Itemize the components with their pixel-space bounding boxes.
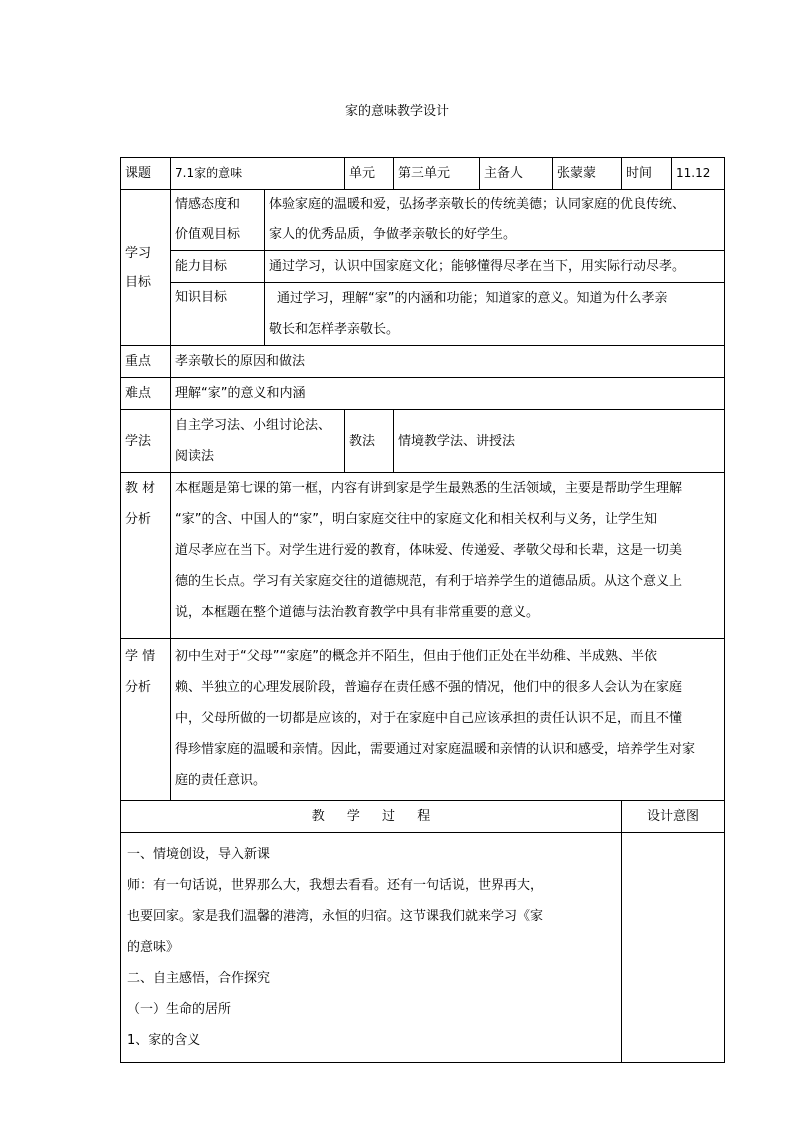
student-line: 初中生对于“父母”“家庭”的概念并不陌生，但由于他们正处在半幼稚、半成熟、半依 (175, 649, 657, 664)
objective-emotion-row (121, 190, 725, 251)
material-line: 道尽孝应在当下。对学生进行爱的教育，体味爱、传递爱、孝敬父母和长辈，这是一切美 (175, 543, 683, 558)
process-line: 也要回家。家是我们温馨的港湾，永恒的归宿。这节课我们就来学习《家 (127, 909, 544, 924)
objectives-label-line1: 学习 (125, 245, 152, 261)
difficulty-label: 难点 (121, 378, 171, 410)
time-value: 11.12 (672, 158, 725, 190)
emotion-goal-text (265, 190, 725, 251)
student-line: 庭的责任意识。 (175, 773, 267, 788)
header-row (121, 158, 725, 190)
student-analysis-label (121, 639, 171, 801)
process-header: 教 学 过 程 (121, 801, 622, 833)
process-line: 1、家的含义 (127, 1033, 201, 1048)
student-line: 赖、半独立的心理发展阶段，普遍存在责任感不强的情况，他们中的很多人会认为在家庭 (175, 680, 683, 695)
methods-row (121, 410, 725, 473)
process-content (121, 833, 622, 1063)
student-analysis-row (121, 639, 725, 801)
material-line: 说，本框题在整个道德与法治教育教学中具有非常重要的意义。 (175, 605, 540, 620)
student-label-line2: 分析 (125, 680, 152, 695)
process-line: 的意味》 (127, 940, 180, 955)
preparer-value: 张蒙蒙 (553, 158, 622, 190)
objective-knowledge-row (121, 283, 725, 346)
student-line: 中，父母所做的一切都是应该的，对于在家庭中自己应该承担的责任认识不足，而且不懂 (175, 711, 683, 726)
material-label-line1: 教 材 (125, 481, 156, 496)
study-method-text: 自主学习法、小组讨论法、阅读法 (171, 410, 345, 473)
ability-goal-text: 通过学习，认识中国家庭文化；能够懂得尽孝在当下，用实际行动尽孝。 (265, 251, 725, 283)
material-analysis-text (171, 473, 725, 639)
emotion-label-line2: 价值观目标 (175, 227, 241, 242)
emotion-label-line1: 情感态度和 (175, 197, 241, 212)
key-point-text: 孝亲敬长的原因和做法 (171, 346, 725, 378)
material-label-line2: 分析 (125, 512, 152, 527)
design-intent-content (622, 833, 725, 1063)
material-line: “家”的含、中国人的“家”，明白家庭交往中的家庭文化和相关权利与义务，让学生知 (175, 512, 657, 527)
unit-value: 第三单元 (394, 158, 480, 190)
key-point-row (121, 346, 725, 378)
material-analysis-row (121, 473, 725, 639)
knowledge-text-line2: 敬长和怎样孝亲敬长。 (269, 322, 400, 337)
objectives-label-line2: 目标 (125, 274, 152, 290)
lesson-value: 7.1家的意味 (171, 158, 345, 190)
knowledge-goal-text (265, 283, 725, 346)
difficulty-row (121, 378, 725, 410)
time-label: 时间 (622, 158, 672, 190)
objective-ability-row (121, 251, 725, 283)
emotion-goal-label (171, 190, 265, 251)
preparer-label: 主备人 (480, 158, 553, 190)
student-analysis-text (171, 639, 725, 801)
emotion-text-line1: 体验家庭的温暖和爱，弘扬孝亲敬长的传统美德；认同家庭的优良传统、 (269, 197, 686, 212)
document-title: 家的意味教学设计 (344, 104, 449, 119)
knowledge-goal-label: 知识目标 (171, 283, 265, 346)
emotion-text-line2: 家人的优秀品质，争做孝亲敬长的好学生。 (269, 227, 517, 242)
unit-label: 单元 (345, 158, 394, 190)
objectives-label (121, 190, 171, 346)
design-intent-header: 设计意图 (622, 801, 725, 833)
process-line: 师：有一句话说，世界那么大，我想去看看。还有一句话说，世界再大， (127, 878, 544, 893)
process-header-row (121, 801, 725, 833)
lesson-label: 课题 (121, 158, 171, 190)
knowledge-text-line1: 通过学习，理解“家”的内涵和功能；知道家的意义。知道为什么孝亲 (277, 291, 668, 306)
process-line: 二、自主感悟，合作探究 (127, 971, 271, 986)
key-point-label: 重点 (121, 346, 171, 378)
student-line: 得珍惜家庭的温暖和亲情。因此，需要通过对家庭温暖和亲情的认识和感受，培养学生对家 (175, 742, 696, 757)
process-body-row (121, 833, 725, 1063)
ability-goal-label: 能力目标 (171, 251, 265, 283)
difficulty-text: 理解“家”的意义和内涵 (171, 378, 725, 410)
material-line: 德的生长点。学习有关家庭交往的道德规范，有利于培养学生的道德品质。从这个意义上 (175, 574, 683, 589)
teach-method-label: 教法 (345, 410, 394, 473)
material-line: 本框题是第七课的第一框，内容有讲到家是学生最熟悉的生活领域，主要是帮助学生理解 (175, 481, 683, 496)
student-label-line1: 学 情 (125, 649, 156, 664)
lesson-plan-table (120, 157, 725, 1063)
study-method-label: 学法 (121, 410, 171, 473)
process-line: 一、情境创设，导入新课 (127, 847, 271, 862)
process-line: （一）生命的居所 (127, 1002, 232, 1017)
material-analysis-label (121, 473, 171, 639)
teach-method-text: 情境教学法、讲授法 (394, 410, 725, 473)
